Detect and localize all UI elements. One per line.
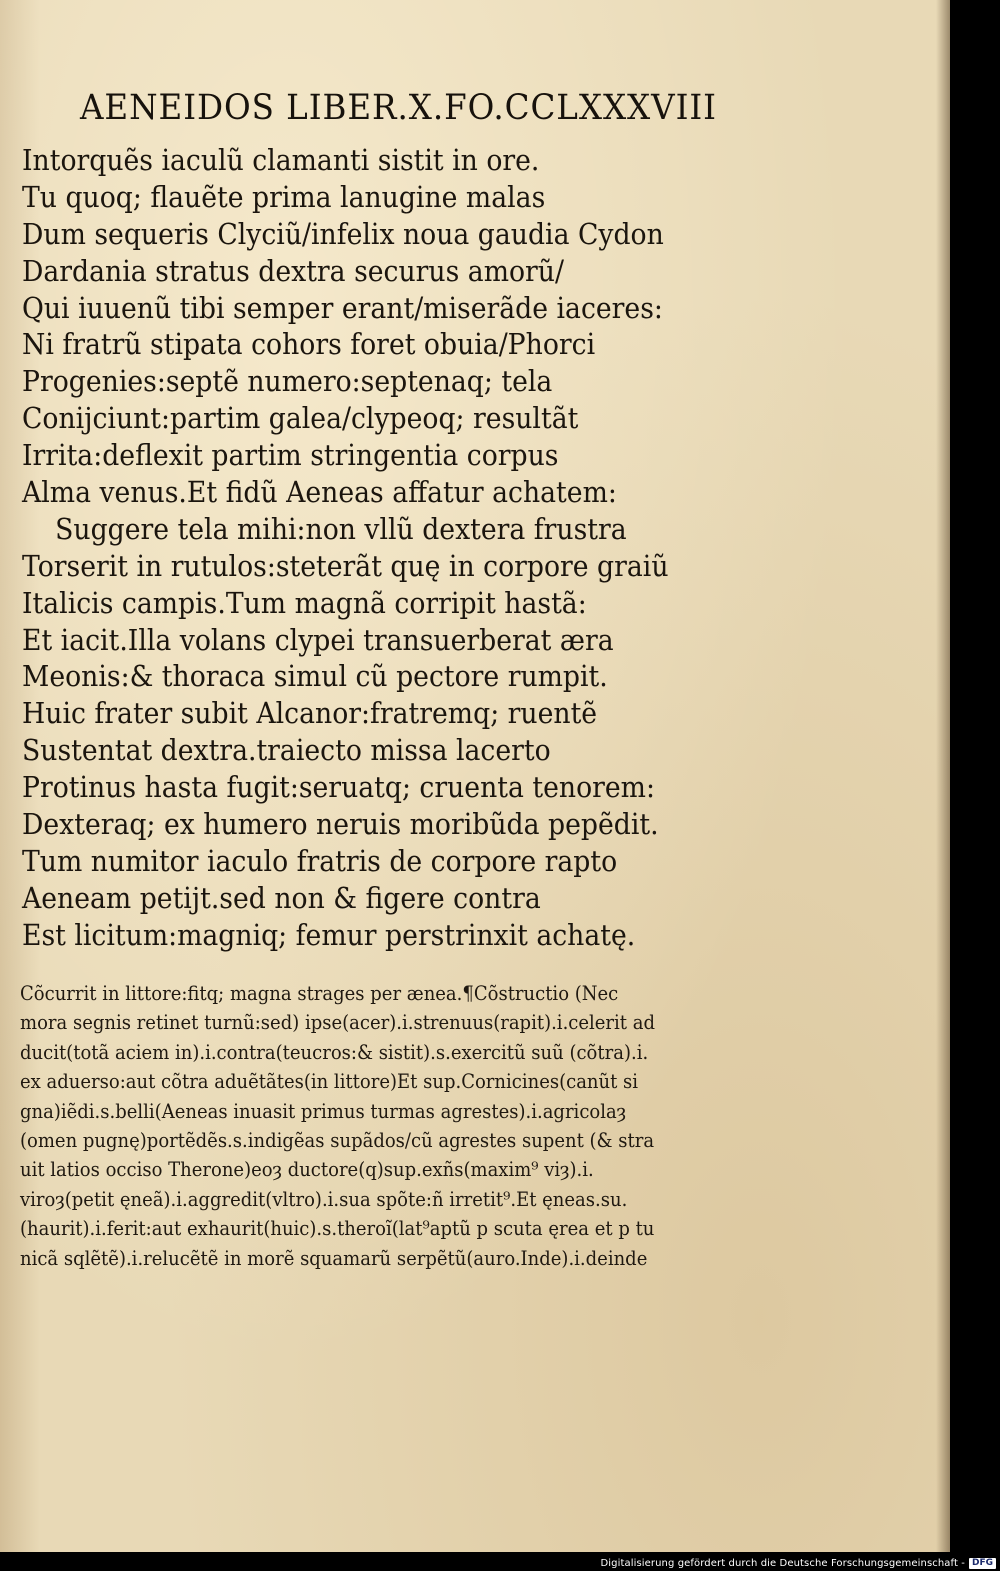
- verse-line: Alma venus.Et fidũ Aeneas affatur achatem:: [22, 475, 617, 510]
- commentary-line: (omen pugnę)portẽdẽs.s.indigẽas supãdos/cũ agrestes supent (& stra: [20, 1127, 655, 1152]
- verse-line: Qui iuuenũ tibi semper erant/miserãde iaceres:: [22, 290, 663, 325]
- verse-line: Est licitum:magniq; femur perstrinxit achatę.: [22, 917, 636, 952]
- verse-line: Aeneam petijt.sed non & figere contra: [22, 880, 541, 915]
- verse-line: Progenies:septẽ numero:septenaq; tela: [22, 364, 553, 399]
- running-header: AENEIDOS LIBER.X.FO.CCLXXXVIII: [80, 88, 717, 128]
- commentary-line: viroȝ(petit ęneã).i.aggredit(vltro).i.sua spõte:ñ irretit⁹.Et ęneas.su.: [20, 1186, 628, 1211]
- commentary-line: nicã sqlẽtẽ).i.relucẽtẽ in morẽ squamarũ serpẽtũ(auro.Inde).i.deinde: [20, 1245, 648, 1270]
- verse-line: Huic frater subit Alcanor:fratremq; ruentẽ: [22, 696, 598, 731]
- commentary-line: uit latios occiso Therone)eoȝ ductore(q)sup.exñs(maxim⁹ viȝ).i.: [20, 1157, 594, 1182]
- page-edge-shadow: [936, 0, 950, 1552]
- commentary-line: ex aduerso:aut cõtra aduẽtãtes(in littore)Et sup.Cornicines(canũt si: [20, 1069, 639, 1094]
- verse-line: Protinus hasta fugit:seruatq; cruenta tenorem:: [22, 770, 655, 805]
- verse-line: Sustentat dextra.traiecto missa lacerto: [22, 733, 551, 768]
- verse-line: Suggere tela mihi:non vllũ dextera frustra: [55, 511, 627, 546]
- verse-line: Tu quoq; flauẽte prima lanugine malas: [22, 179, 546, 214]
- digitization-footer: [600, 1556, 996, 1570]
- commentary-block: [20, 979, 732, 1273]
- verse-line: Italicis campis.Tum magnã corripit hastã:: [22, 585, 587, 620]
- verse-line: Dum sequeris Clyciũ/infelix noua gaudia Cydon: [22, 216, 664, 251]
- verse-line: Dexteraq; ex humero neruis moribũda pepẽdit.: [22, 807, 659, 842]
- verse-line: Conijciunt:partim galea/clypeoq; resultãt: [22, 401, 579, 436]
- verse-line: Irrita:deflexit partim stringentia corpus: [22, 438, 559, 473]
- commentary-line: Cõcurrit in littore:fitq; magna strages per ænea.¶Cõstructio (Nec: [20, 981, 619, 1005]
- dfg-logo: DFG: [969, 1558, 996, 1569]
- footer-credit-text: Digitalisierung gefördert durch die Deutsche Forschungsgemeinschaft -: [600, 1557, 965, 1569]
- verse-line: Ni fratrũ stipata cohors foret obuia/Phorci: [22, 327, 596, 362]
- verse-line: Et iacit.Illa volans clypei transuerberat æra: [22, 622, 614, 657]
- verse-block: [22, 142, 762, 954]
- commentary-line: ducit(totã aciem in).i.contra(teucros:& sistit).s.exercitũ suũ (cõtra).i.: [20, 1039, 649, 1064]
- commentary-line: mora segnis retinet turnũ:sed) ipse(acer).i.strenuus(rapit).i.celerit ad: [20, 1010, 656, 1035]
- commentary-line: (haurit).i.ferit:aut exhaurit(huic).s.theroĩ(lat⁹aptũ p scuta ęrea et p tu: [20, 1216, 655, 1241]
- verse-line: Torserit in rutulos:steterãt quę in corpore graiũ: [22, 548, 669, 583]
- verse-line: Intorquẽs iaculũ clamanti sistit in ore.: [22, 143, 540, 177]
- verse-line: Meonis:& thoraca simul cũ pectore rumpit.: [22, 659, 608, 694]
- commentary-line: gna)iẽdi.s.belli(Aeneas inuasit primus turmas agrestes).i.agricolaȝ: [20, 1098, 627, 1123]
- verse-line: Dardania stratus dextra securus amorũ/: [22, 253, 564, 288]
- verse-line: Tum numitor iaculo fratris de corpore rapto: [22, 843, 618, 878]
